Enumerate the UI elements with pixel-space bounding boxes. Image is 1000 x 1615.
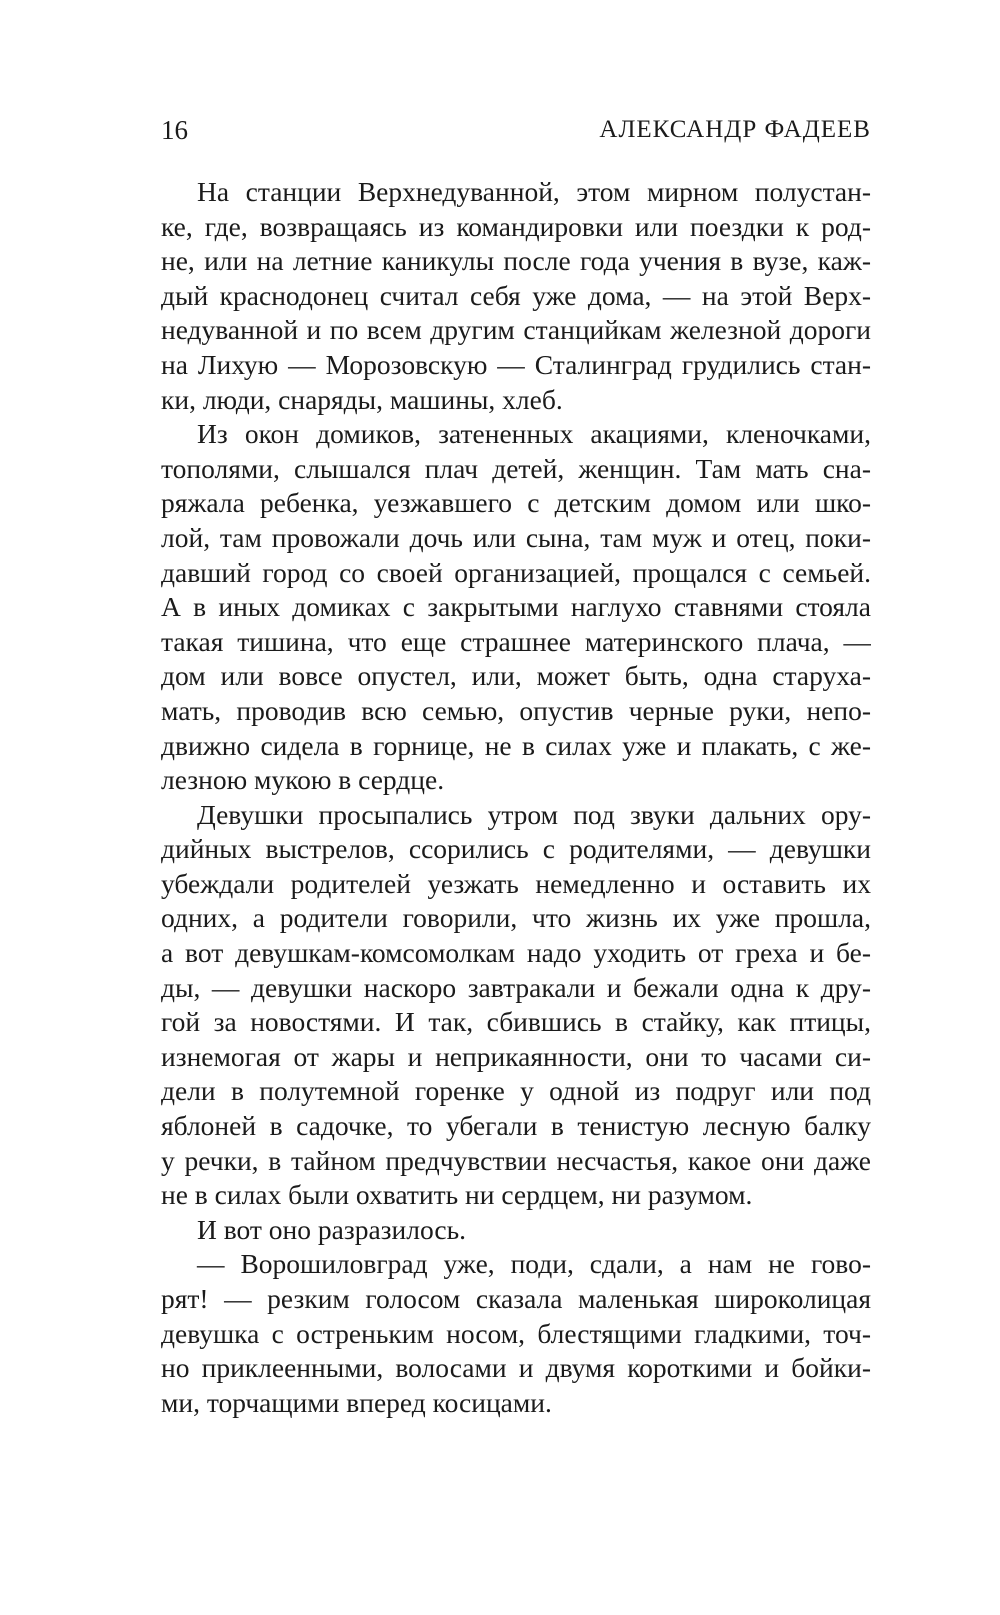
text-line: не, или на летние каникулы после года учения в вузе, каж- — [161, 245, 871, 277]
text-line: дый краснодонец считал себя уже дома, — на этой Верх- — [161, 279, 871, 311]
text-line: у речки, в тайном предчувствии несчастья, какое они даже — [161, 1144, 871, 1176]
running-head-author: АЛЕКСАНДР ФАДЕЕВ — [599, 116, 871, 143]
text-line: убеждали родителей уезжать немедленно и оставить их — [161, 867, 871, 899]
text-line: а вот девушкам-комсомолкам надо уходить от греха и бе- — [161, 937, 871, 969]
text-line: рят! — резким голосом сказала маленькая широколицая — [161, 1283, 871, 1314]
text-line: дом или вовсе опустел, или, может быть, одна старуха- — [161, 660, 871, 692]
text-line: недуванной и по всем другим станцийкам железной дороги — [161, 314, 871, 346]
page-number: 16 — [161, 115, 188, 145]
body-text — [161, 175, 871, 1420]
text-line: одних, а родители говорили, что жизнь их уже прошла, — [161, 902, 871, 934]
text-line: На станции Верхнедуванной, этом мирном полустан- — [197, 176, 871, 207]
text-line: движно сидела в горнице, не в силах уже и плакать, с же- — [161, 729, 871, 761]
text-line: ды, — девушки наскоро завтракали и бежали одна к дру- — [161, 971, 871, 1003]
text-line: тополями, слышался плач детей, женщин. Там мать сна- — [161, 452, 871, 484]
text-line: изнемогая от жары и неприкаянности, они то часами си- — [161, 1040, 871, 1072]
text-line: И вот оно разразилось. — [197, 1213, 467, 1245]
text-line: дийных выстрелов, ссорились с родителями, — девушки — [161, 833, 871, 865]
text-line: ке, где, возвращаясь из командировки или поездки к род- — [161, 210, 871, 242]
page-header — [161, 110, 871, 150]
text-line: такая тишина, что еще страшнее материнского плача, — — [161, 625, 871, 657]
text-line: А в иных домиках с закрытыми наглухо ставнями стояла — [161, 591, 871, 623]
text-line: ки, люди, снаряды, машины, хлеб. — [161, 383, 563, 415]
text-line: давший город со своей организацией, прощался с семьей. — [161, 556, 871, 588]
text-line: дели в полутемной горенке у одной из подруг или под — [161, 1075, 871, 1107]
text-line: лой, там провожали дочь или сына, там муж и отец, поки- — [161, 521, 871, 553]
text-line: не в силах были охватить ни сердцем, ни разумом. — [161, 1179, 753, 1211]
text-line: — Ворошиловград уже, поди, сдали, а нам не гово- — [197, 1248, 871, 1280]
text-line: Из окон домиков, затененных акациями, кленочками, — [197, 418, 871, 450]
text-line: яблоней в садочке, то убегали в тенистую лесную балку — [161, 1110, 871, 1142]
text-line: мать, проводив всю семью, опустив черные руки, непо- — [161, 694, 871, 726]
text-line: девушка с остреньким носом, блестящими гладкими, точ- — [161, 1317, 871, 1349]
text-line: гой за новостями. И так, сбившись в стайку, как птицы, — [161, 1006, 871, 1038]
text-line: лезною мукою в сердце. — [161, 764, 445, 796]
text-line: но приклеенными, волосами и двумя короткими и бойки- — [161, 1352, 871, 1384]
text-line: Девушки просыпались утром под звуки дальних ору- — [197, 798, 871, 830]
text-line: ряжала ребенка, уезжавшего с детским домом или шко- — [161, 487, 871, 519]
text-line: на Лихую — Морозовскую — Сталинград грудились стан- — [161, 348, 871, 380]
text-line: ми, торчащими вперед косицами. — [161, 1386, 552, 1418]
